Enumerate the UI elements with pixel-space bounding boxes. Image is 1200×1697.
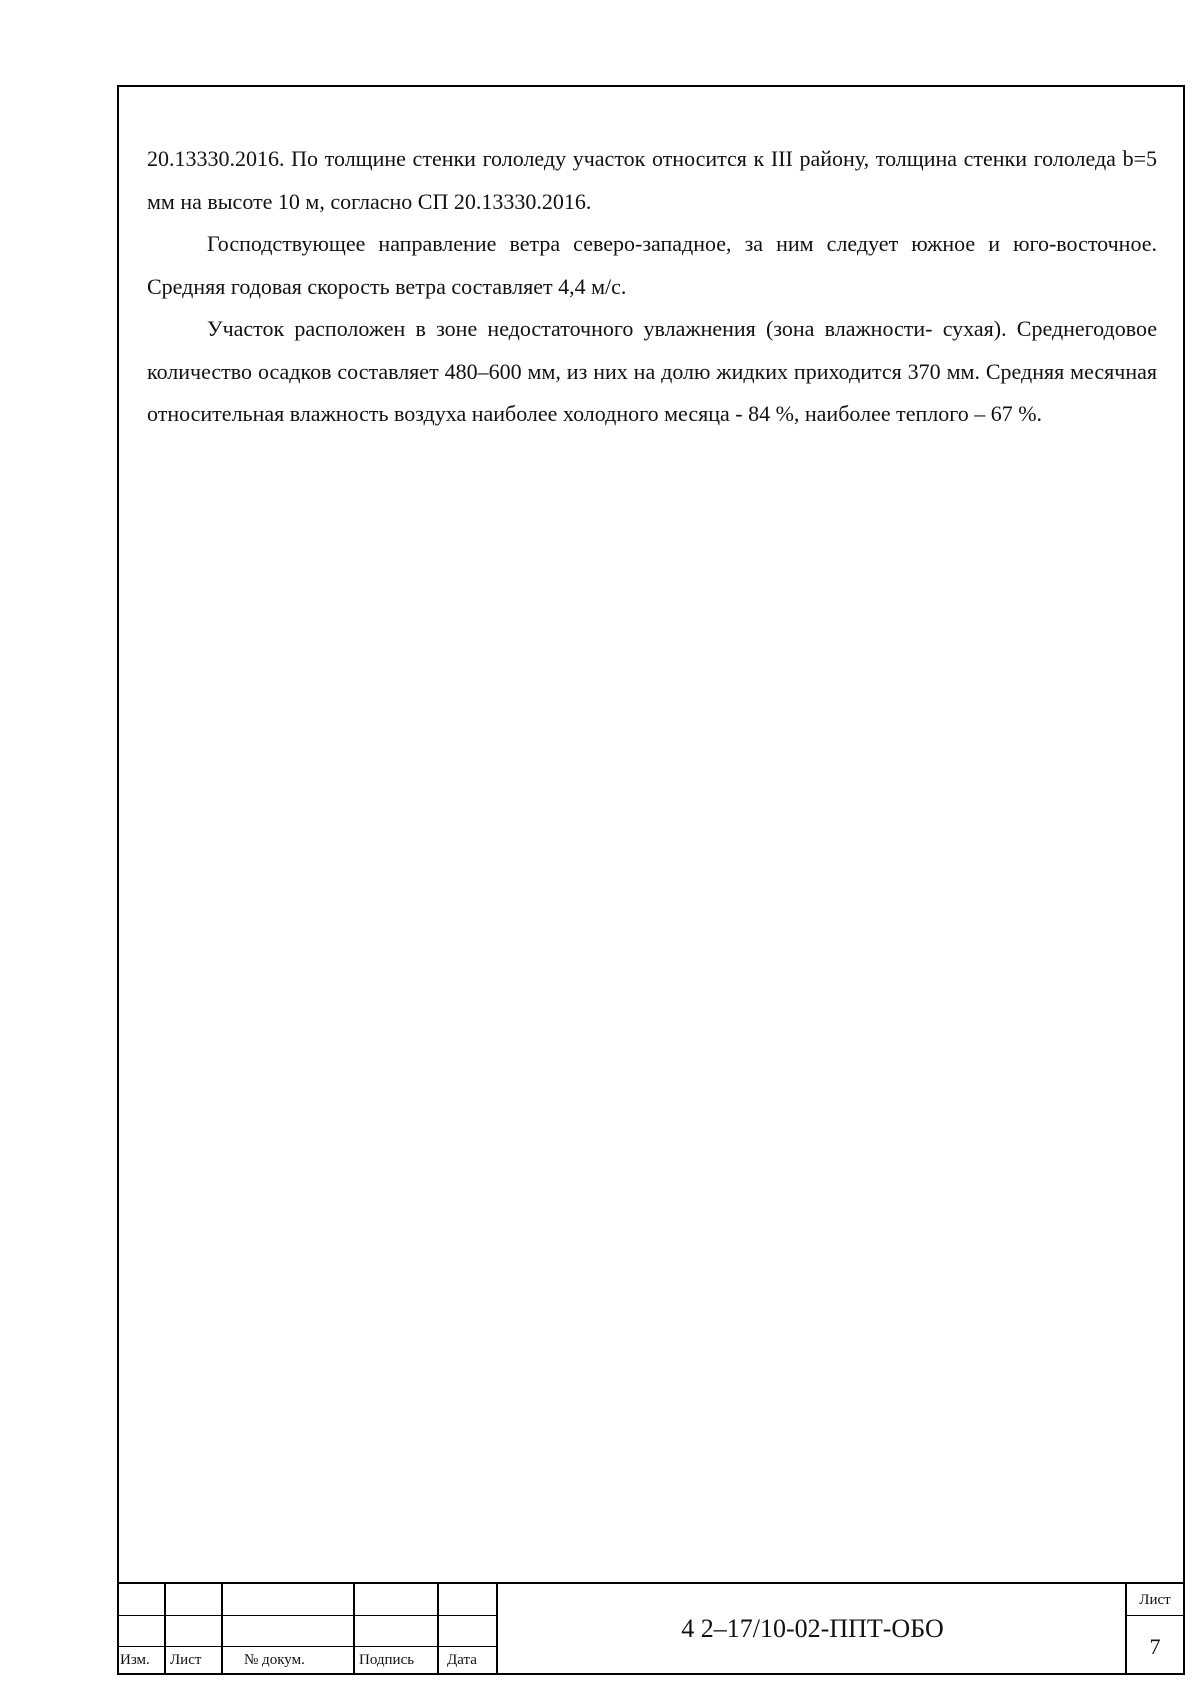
stamp-row-line: [117, 1646, 496, 1647]
paragraph-1: 20.13330.2016. По толщине стенки гололеду участок относится к III району, толщина стенки гололеда b=5 мм на высоте 10 м, согласно СП 20.13330.2016.: [147, 146, 1157, 214]
stamp-divider: [353, 1584, 355, 1675]
sheet-number: 7: [1149, 1634, 1161, 1659]
paragraph-2: Господствующее направление ветра северо-западное, за ним следует южное и юго-восточное. Средняя годовая скорость ветра составляет 4,4 м/с.: [147, 231, 1157, 299]
stamp-divider: [221, 1584, 223, 1675]
col-signature: Подпись: [359, 1652, 415, 1668]
col-doc-number: № докум.: [244, 1652, 305, 1668]
col-change: Изм.: [120, 1652, 150, 1668]
document-code: 4 2–17/10-02-ППТ-ОБО: [681, 1614, 944, 1643]
title-block: [117, 1582, 1185, 1675]
sheet-label: Лист: [1139, 1592, 1171, 1608]
col-date: Дата: [447, 1652, 477, 1668]
stamp-divider: [437, 1584, 439, 1675]
stamp-row-line: [1125, 1615, 1185, 1616]
paragraph-3: Участок расположен в зоне недостаточного увлажнения (зона влажности- сухая). Среднегодовое количество осадков составляет 480–600 мм, из них на долю жидких приходится 370 мм. Средняя месячная относительная влажность воздуха наиболее холодного месяца - 84 %, наиболее теплого – 67 %.: [147, 316, 1157, 426]
body-text: [147, 138, 1157, 436]
stamp-divider: [164, 1584, 166, 1675]
stamp-row-line: [117, 1615, 496, 1616]
col-sheet: Лист: [170, 1652, 202, 1668]
